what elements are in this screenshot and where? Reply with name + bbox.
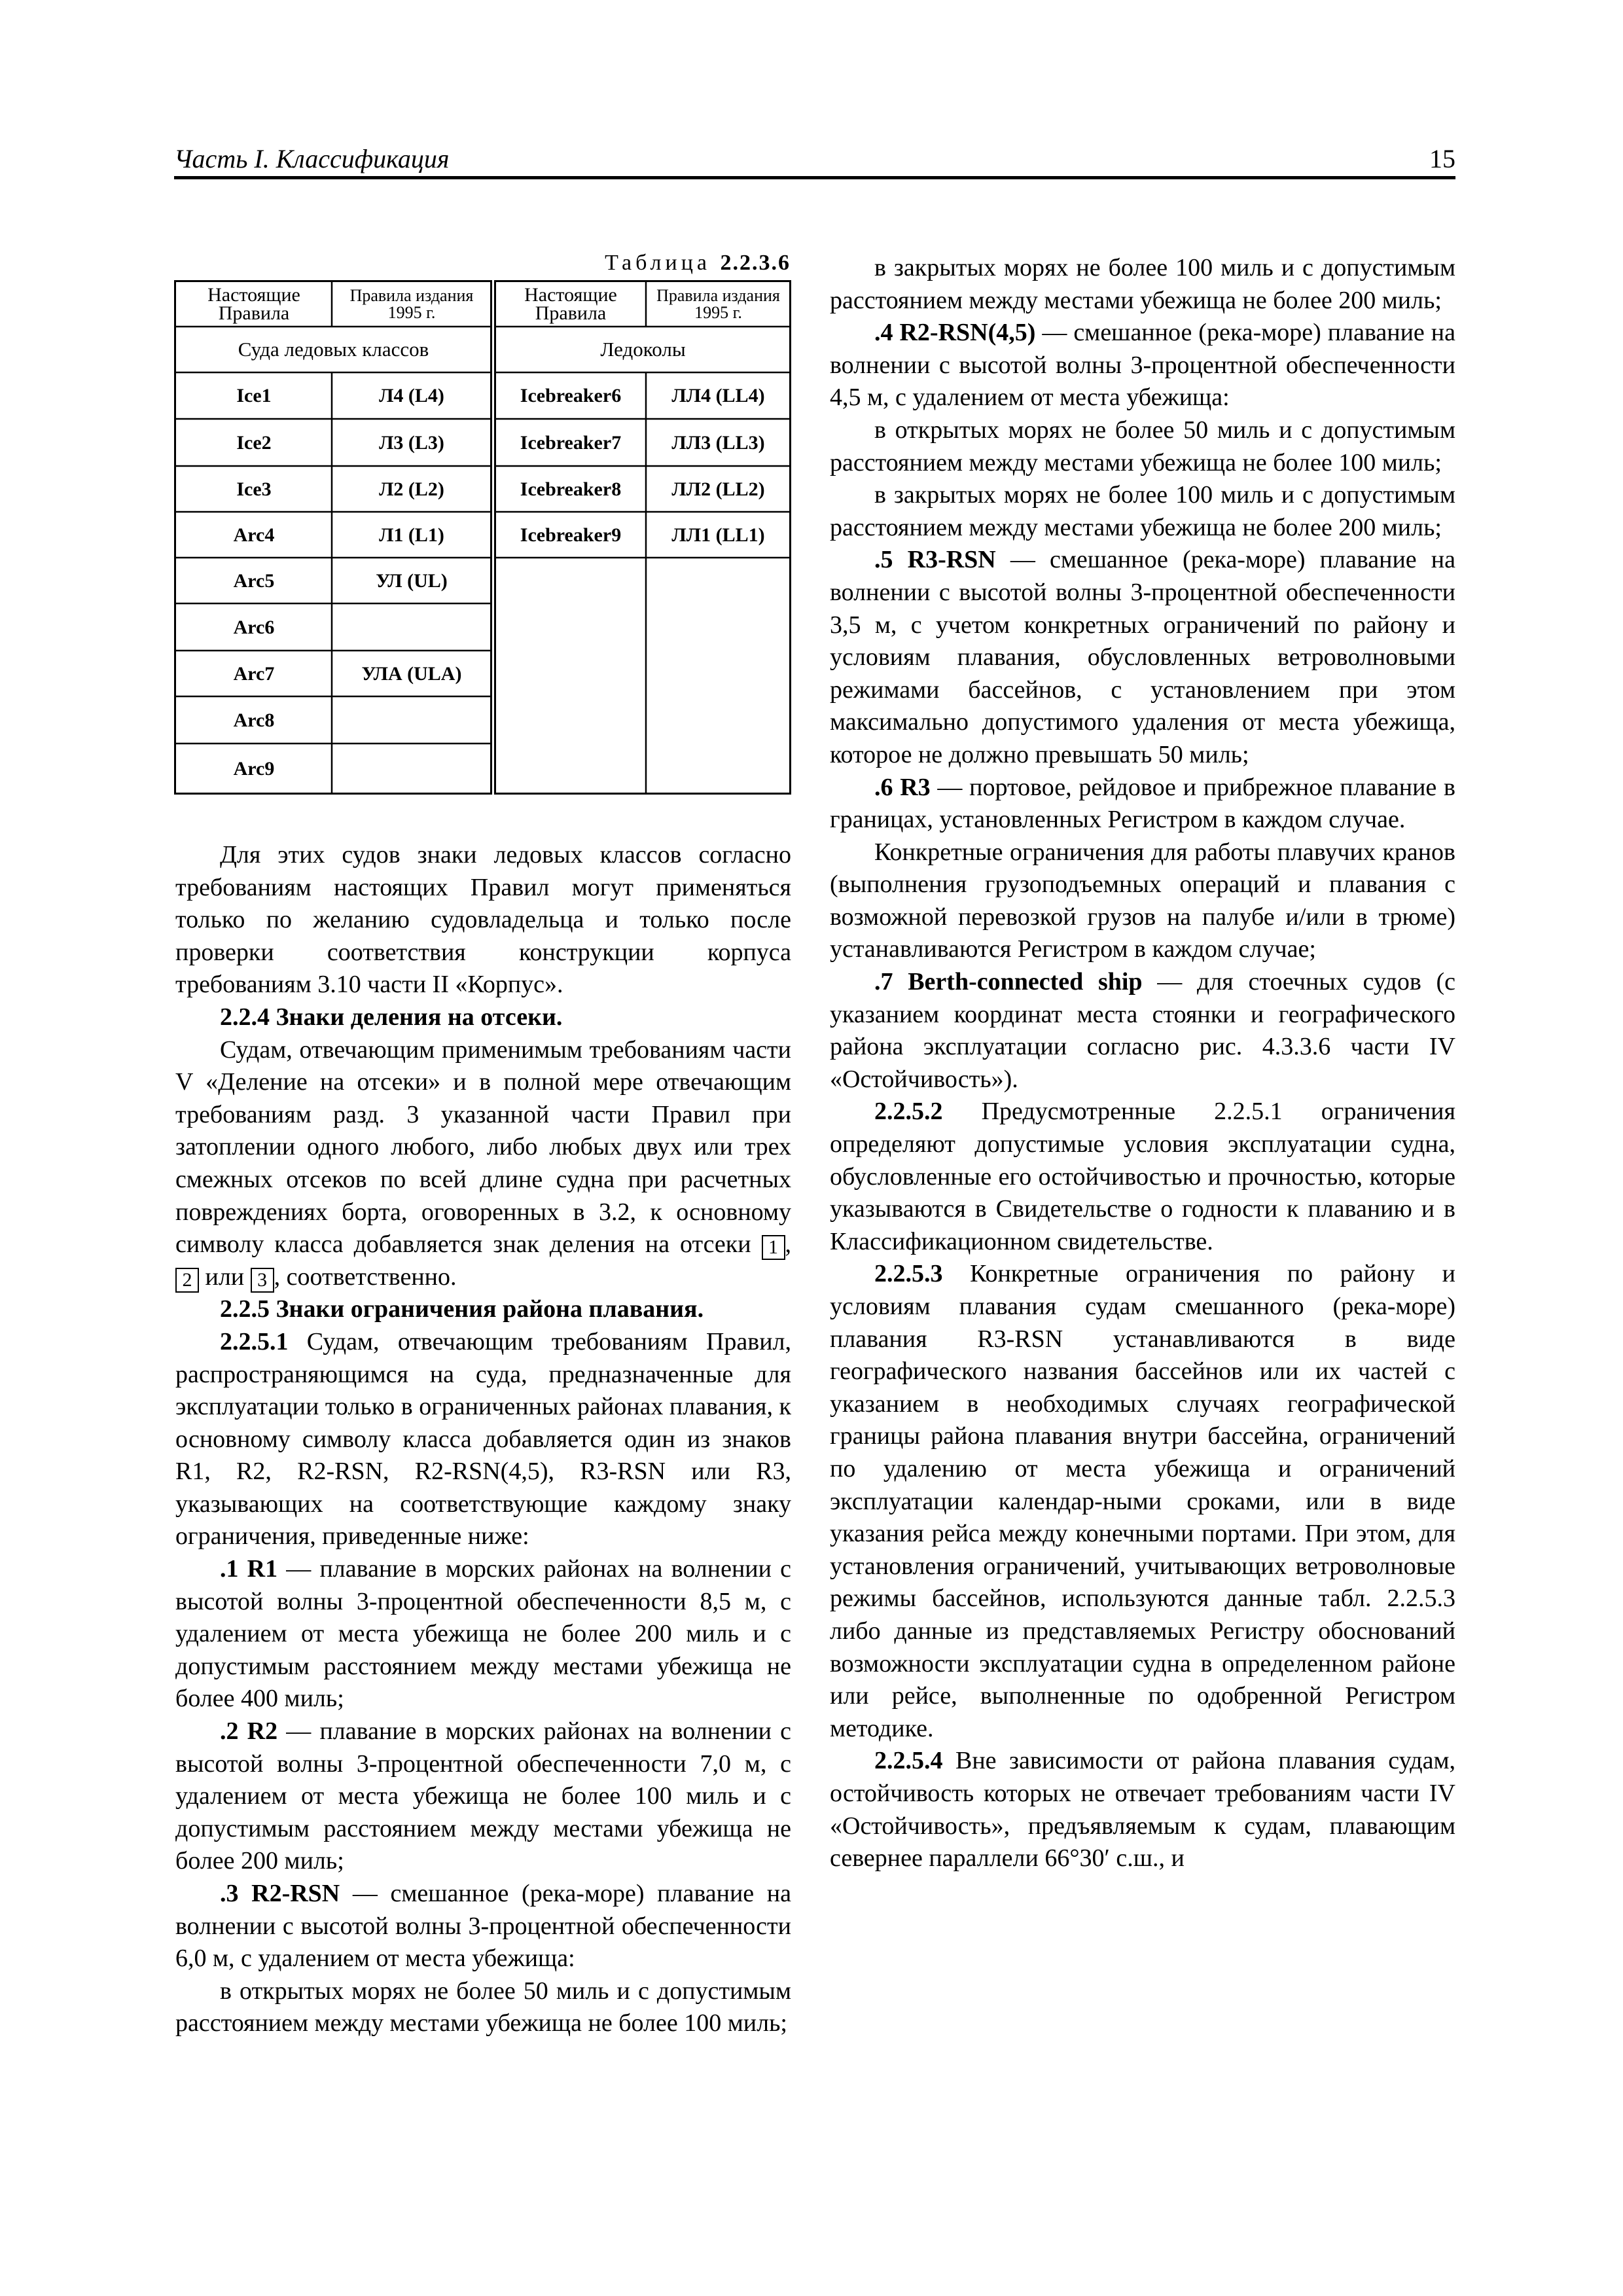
item-label: .7 Berth-connected ship bbox=[874, 968, 1143, 996]
item-label: .1 R1 bbox=[220, 1555, 278, 1583]
table-cell: Л2 (L2) bbox=[379, 478, 444, 500]
table-cell: УЛА (ULA) bbox=[361, 662, 462, 685]
table-cell bbox=[333, 698, 490, 743]
group-icebreakers: Ледоколы bbox=[600, 338, 686, 361]
item-r2-rsn-4-5-closed-seas: в закрытых морях не более 100 миль и с допустимым расстоянием между местами убежища не более 200 миль; bbox=[830, 481, 1455, 541]
left-column bbox=[175, 839, 791, 2040]
item-text: — смешанное (река-море) плавание на волнении с высотой волны 3-процентной обеспеченности 3,5 м, с учетом конкретных ограничений по району и условиям плавания, обусловленных ветроволновыми режимами бассейнов, с установлением при этом максимально допустимого удаления от места убежища, которое не должно превышать 50 миль; bbox=[830, 546, 1455, 768]
table-cell: Icebreaker9 bbox=[520, 524, 622, 546]
table-cell bbox=[333, 745, 490, 793]
paragraph-2-2-5-3 bbox=[830, 1258, 1455, 1745]
table-cell: УЛ (UL) bbox=[376, 569, 448, 592]
paragraph-2-2-5-2 bbox=[830, 1096, 1455, 1258]
item-r2-rsn-4-5-open-seas: в открытых морях не более 50 миль и с допустимым расстоянием между местами убежища не более 100 миль; bbox=[830, 416, 1455, 476]
item-text: — смешанное (река-море) плавание на волнении с высотой волны 3-процентной обеспеченности 6,0 м, с удалением от места убежища: bbox=[175, 1880, 791, 1973]
table-caption-word: Таблица bbox=[605, 251, 711, 275]
table-cell: Ice1 bbox=[236, 385, 272, 406]
right-column bbox=[830, 252, 1455, 1875]
section-number: 2.2.5.1 bbox=[220, 1327, 289, 1355]
header-rule bbox=[174, 176, 1455, 179]
item-text: — для стоечных судов (с указанием координат места стоянки и географического района эксплуатации согласно рис. 4.3.3.6 части IV «Остойчивость»). bbox=[830, 968, 1455, 1093]
table-cell: Ice3 bbox=[236, 478, 272, 500]
item-r2-rsn bbox=[175, 1878, 791, 1975]
item-text: — смешанное (река-море) плавание на волнении с высотой волны 3-процентной обеспеченности 4,5 м, с удалением от места убежища: bbox=[830, 319, 1455, 412]
paragraph-end: , соответственно. bbox=[274, 1263, 457, 1291]
section-number: 2.2.5.3 bbox=[874, 1260, 943, 1288]
table-cell: ЛЛ4 (LL4) bbox=[671, 385, 765, 406]
heading-2-2-5 bbox=[175, 1293, 791, 1326]
col-header-1995-rules-left: Правила издания 1995 г. bbox=[349, 286, 474, 322]
paragraph-text: Конкретные ограничения по району и условиям плавания судам смешанного (река-море) плавания R3-RSN устанавливаются в виде географического названия бассейнов или их частей с указанием в необходимых случаях географической границы района плавания внутри бассейна, ограничений по удалению от места убежища и ограничений эксплуатации календар-ными сроками, или в виде указания рейса между конечными портами. При этом, для установления ограничений, учитывающих ветроволновые режимы бассейнов, используются данные табл. 2.2.5.3 либо данные из представляемых Регистру обоснований возможности эксплуатации судна в определенном районе или рейсе, выполненные по одобренной Регистром методике. bbox=[830, 1260, 1455, 1742]
table-caption bbox=[196, 249, 791, 278]
item-text: — плавание в морских районах на волнении с высотой волны 3-процентной обеспеченности 7,0 м, с удалением от места убежища не более 100 миль и с допустимым расстоянием между местами убежища не более 200 миль; bbox=[175, 1717, 791, 1875]
table-cell: Arc9 bbox=[233, 757, 275, 780]
item-r2-rsn-open-seas: в открытых морях не более 50 миль и с допустимым расстоянием между местами убежища не более 100 миль; bbox=[175, 1977, 791, 2037]
group-ice-classes: Суда ледовых классов bbox=[238, 338, 429, 361]
section-number: 2.2.5 bbox=[220, 1295, 270, 1323]
section-number: 2.2.5.2 bbox=[874, 1098, 943, 1126]
separator-text: или bbox=[199, 1263, 251, 1291]
running-title: Часть I. Классификация bbox=[174, 144, 450, 173]
subdivision-mark-1: 1 bbox=[762, 1235, 785, 1260]
paragraph-2-2-5-4 bbox=[830, 1745, 1455, 1874]
subdivision-mark-3: 3 bbox=[251, 1268, 274, 1293]
item-r2-rsn-closed-seas: в закрытых морях не более 100 миль и с допустимым расстоянием между местами убежища не более 200 миль; bbox=[830, 254, 1455, 314]
item-label: .2 R2 bbox=[220, 1717, 278, 1746]
item-label: .3 R2-RSN bbox=[220, 1880, 340, 1907]
table-cell: Arc8 bbox=[233, 709, 275, 731]
table-cell: Arc7 bbox=[233, 662, 275, 685]
table-cell: ЛЛ2 (LL2) bbox=[671, 478, 765, 500]
paragraph-text: Судам, отвечающим требованиям Правил, распространяющимся на суда, предназначенные для эксплуатации только в ограниченных районах плавания, к основному символу класса добавляется один из знаков R1, R2, R2-RSN, R2-RSN(4,5), R3-RSN или R3, указывающих на соответствующие каждому знаку ограничения, приведенные ниже: bbox=[175, 1327, 791, 1551]
paragraph-ice-class-marks: Для этих судов знаки ледовых классов согласно требованиям настоящих Правил могут применяться только по желанию судовладельца и только после проверки соответствия конструкции корпуса требованиям 3.10 части II «Корпус». bbox=[175, 841, 791, 999]
table-cell: ЛЛ3 (LL3) bbox=[671, 431, 765, 454]
col-header-current-rules-left: Настоящие Правила bbox=[207, 284, 300, 324]
paragraph-text: Вне зависимости от района плавания судам, остойчивость которых не отвечает требованиям части IV «Остойчивость», предъявляемым к судам, плавающим севернее параллели 66°30′ с.ш., и bbox=[830, 1747, 1455, 1873]
table-cell: Л4 (L4) bbox=[379, 385, 444, 406]
ice-class-table bbox=[174, 280, 792, 796]
table-cell: Icebreaker6 bbox=[520, 385, 622, 406]
item-label: .5 R3-RSN bbox=[874, 546, 996, 574]
item-r2 bbox=[175, 1715, 791, 1878]
table-cell: Arc4 bbox=[233, 524, 275, 546]
section-number: 2.2.5.4 bbox=[874, 1747, 943, 1775]
item-r2-rsn-4-5 bbox=[830, 317, 1455, 414]
section-title: Знаки ограничения района плавания. bbox=[270, 1295, 704, 1323]
item-label: .4 R2-RSN(4,5) bbox=[874, 319, 1036, 347]
item-label: .6 R3 bbox=[874, 773, 931, 801]
paragraph-text: Судам, отвечающим применимым требованиям части V «Деление на отсеки» и в полной мере отвечающим требованиям разд. 3 указанной части Правил при затоплении одного любого, либо любых двух или трех смежных отсеков по всей длине судна при расчетных повреждениях борта, оговоренных в 3.2, к основному символу класса добавляется знак деления на отсеки bbox=[175, 1035, 791, 1259]
table-cell: Icebreaker8 bbox=[520, 478, 622, 500]
item-berth-connected-ship bbox=[830, 966, 1455, 1096]
paragraph-floating-cranes: Конкретные ограничения для работы плавучих кранов (выполнения грузоподъемных операций и плавания с возможной перевозкой грузов на палубе и/или в трюме) устанавливаются Регистром в каждом случае; bbox=[830, 838, 1455, 963]
heading-2-2-4 bbox=[175, 1001, 791, 1034]
subdivision-mark-2: 2 bbox=[175, 1268, 199, 1293]
table-cell: ЛЛ1 (LL1) bbox=[671, 524, 765, 546]
table-cell bbox=[333, 605, 490, 650]
separator-text: , bbox=[785, 1230, 791, 1259]
table-cell: Л1 (L1) bbox=[379, 524, 444, 546]
page-number: 15 bbox=[1429, 144, 1455, 173]
section-title: Знаки деления на отсеки. bbox=[270, 1003, 563, 1031]
item-r3 bbox=[830, 772, 1455, 836]
table-cell: Л3 (L3) bbox=[379, 431, 444, 454]
col-header-current-rules-right: Настоящие Правила bbox=[524, 284, 617, 324]
paragraph-subdivision bbox=[175, 1034, 791, 1294]
paragraph-2-2-5-1 bbox=[175, 1326, 791, 1553]
item-text: — плавание в морских районах на волнении с высотой волны 3-процентной обеспеченности 8,5 м, с удалением от места убежища не более 200 миль и с допустимым расстоянием между местами убежища не более 400 миль; bbox=[175, 1555, 791, 1713]
running-header bbox=[174, 143, 1455, 177]
item-r1 bbox=[175, 1553, 791, 1715]
table-cell: Icebreaker7 bbox=[520, 431, 622, 454]
table-cell: Arc5 bbox=[233, 569, 275, 592]
section-number: 2.2.4 bbox=[220, 1003, 270, 1031]
paragraph-text: Предусмотренные 2.2.5.1 ограничения определяют допустимые условия эксплуатации судна, обусловленные его остойчивостью и прочностью, которые указываются в Свидетельстве о годности к плаванию и в Классификационном свидетельстве. bbox=[830, 1098, 1455, 1255]
col-header-1995-rules-right: Правила издания 1995 г. bbox=[656, 286, 780, 322]
table-cell: Arc6 bbox=[233, 616, 275, 638]
table-cell: Ice2 bbox=[236, 431, 272, 454]
table-caption-number: 2.2.3.6 bbox=[720, 251, 791, 275]
item-r3-rsn bbox=[830, 544, 1455, 771]
item-text: — портовое, рейдовое и прибрежное плавание в границах, установленных Регистром в каждом случае. bbox=[830, 773, 1455, 834]
